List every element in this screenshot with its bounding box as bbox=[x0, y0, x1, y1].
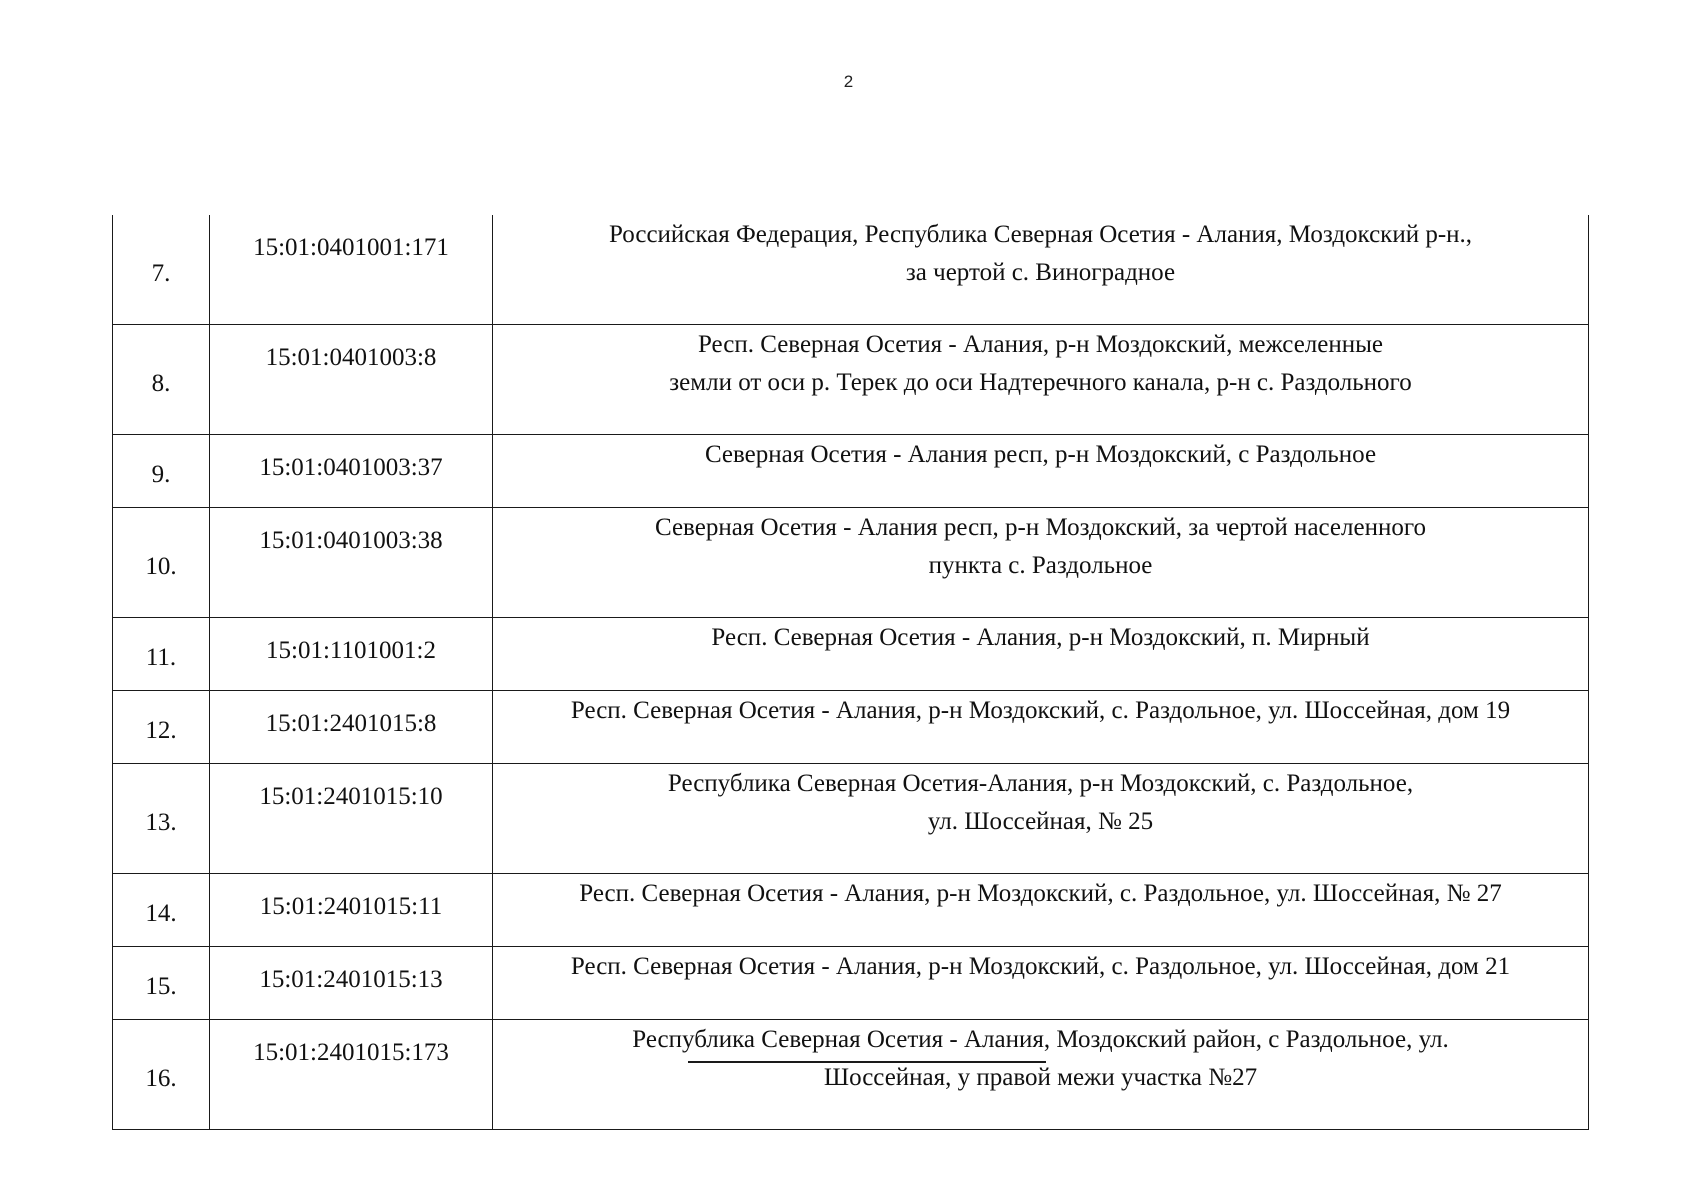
address-cell bbox=[493, 691, 1589, 764]
footer-separator-line bbox=[688, 1061, 1046, 1063]
address-cell bbox=[493, 215, 1589, 325]
land-plots-table-container bbox=[112, 215, 1588, 1130]
cadastral-number-cell: 15:01:1101001:2 bbox=[210, 618, 493, 691]
address-line: за чертой с. Виноградное bbox=[905, 259, 1176, 286]
address-line: земли от оси р. Терек до оси Надтеречного канала, р-н с. Раздольного bbox=[669, 369, 1412, 396]
row-number-cell: 10. bbox=[113, 508, 210, 618]
address-cell bbox=[493, 874, 1589, 947]
row-number-cell: 15. bbox=[113, 947, 210, 1020]
cadastral-number-cell: 15:01:0401003:37 bbox=[210, 435, 493, 508]
cadastral-number-cell: 15:01:0401003:8 bbox=[210, 325, 493, 435]
table-row bbox=[113, 435, 1589, 508]
table-row bbox=[113, 691, 1589, 764]
row-number-cell: 11. bbox=[113, 618, 210, 691]
row-number-cell: 14. bbox=[113, 874, 210, 947]
address-cell bbox=[493, 1020, 1589, 1130]
address-cell bbox=[493, 618, 1589, 691]
address-cell bbox=[493, 947, 1589, 1020]
address-line: пункта с. Раздольное bbox=[928, 552, 1153, 579]
table-row bbox=[113, 215, 1589, 325]
table-row bbox=[113, 874, 1589, 947]
address-line: Республика Северная Осетия - Алания, Моздокский район, с Раздольное, ул. bbox=[632, 1026, 1449, 1053]
address-line: Шоссейная, у правой межи участка №27 bbox=[823, 1064, 1258, 1091]
page-number: 2 bbox=[843, 72, 854, 91]
table-row bbox=[113, 508, 1589, 618]
row-number-cell: 12. bbox=[113, 691, 210, 764]
cadastral-number-cell: 15:01:2401015:13 bbox=[210, 947, 493, 1020]
cadastral-number-cell: 15:01:0401003:38 bbox=[210, 508, 493, 618]
address-line: Респ. Северная Осетия - Алания, р-н Моздокский, с. Раздольное, ул. Шоссейная, дом 19 bbox=[570, 697, 1511, 724]
row-number-cell: 8. bbox=[113, 325, 210, 435]
address-cell bbox=[493, 435, 1589, 508]
row-number-cell: 7. bbox=[113, 215, 210, 325]
address-line: ул. Шоссейная, № 25 bbox=[927, 808, 1154, 835]
table-row bbox=[113, 947, 1589, 1020]
address-line: Респ. Северная Осетия - Алания, р-н Моздокский, межселенные bbox=[697, 331, 1384, 358]
row-number-cell: 9. bbox=[113, 435, 210, 508]
row-number-cell: 13. bbox=[113, 764, 210, 874]
address-cell bbox=[493, 325, 1589, 435]
row-number-cell: 16. bbox=[113, 1020, 210, 1130]
address-line: Респ. Северная Осетия - Алания, р-н Моздокский, с. Раздольное, ул. Шоссейная, № 27 bbox=[579, 880, 1502, 907]
table-row bbox=[113, 325, 1589, 435]
address-line: Российская Федерация, Республика Северная Осетия - Алания, Моздокский р-н., bbox=[608, 221, 1473, 248]
address-line: Северная Осетия - Алания респ, р-н Моздокский, за чертой населенного bbox=[654, 514, 1426, 541]
land-plots-table bbox=[112, 215, 1589, 1130]
cadastral-number-cell: 15:01:0401001:171 bbox=[210, 215, 493, 325]
address-line: Республика Северная Осетия-Алания, р-н Моздокский, с. Раздольное, bbox=[667, 770, 1414, 797]
address-line: Северная Осетия - Алания респ, р-н Моздокский, с Раздольное bbox=[704, 441, 1377, 468]
table-row bbox=[113, 764, 1589, 874]
address-line: Респ. Северная Осетия - Алания, р-н Моздокский, с. Раздольное, ул. Шоссейная, дом 21 bbox=[570, 953, 1511, 980]
cadastral-number-cell: 15:01:2401015:8 bbox=[210, 691, 493, 764]
cadastral-number-cell: 15:01:2401015:173 bbox=[210, 1020, 493, 1130]
table-body bbox=[113, 215, 1589, 1130]
cadastral-number-cell: 15:01:2401015:10 bbox=[210, 764, 493, 874]
address-cell bbox=[493, 764, 1589, 874]
table-row bbox=[113, 618, 1589, 691]
table-row bbox=[113, 1020, 1589, 1130]
address-cell bbox=[493, 508, 1589, 618]
address-line: Респ. Северная Осетия - Алания, р-н Моздокский, п. Мирный bbox=[711, 624, 1370, 651]
cadastral-number-cell: 15:01:2401015:11 bbox=[210, 874, 493, 947]
